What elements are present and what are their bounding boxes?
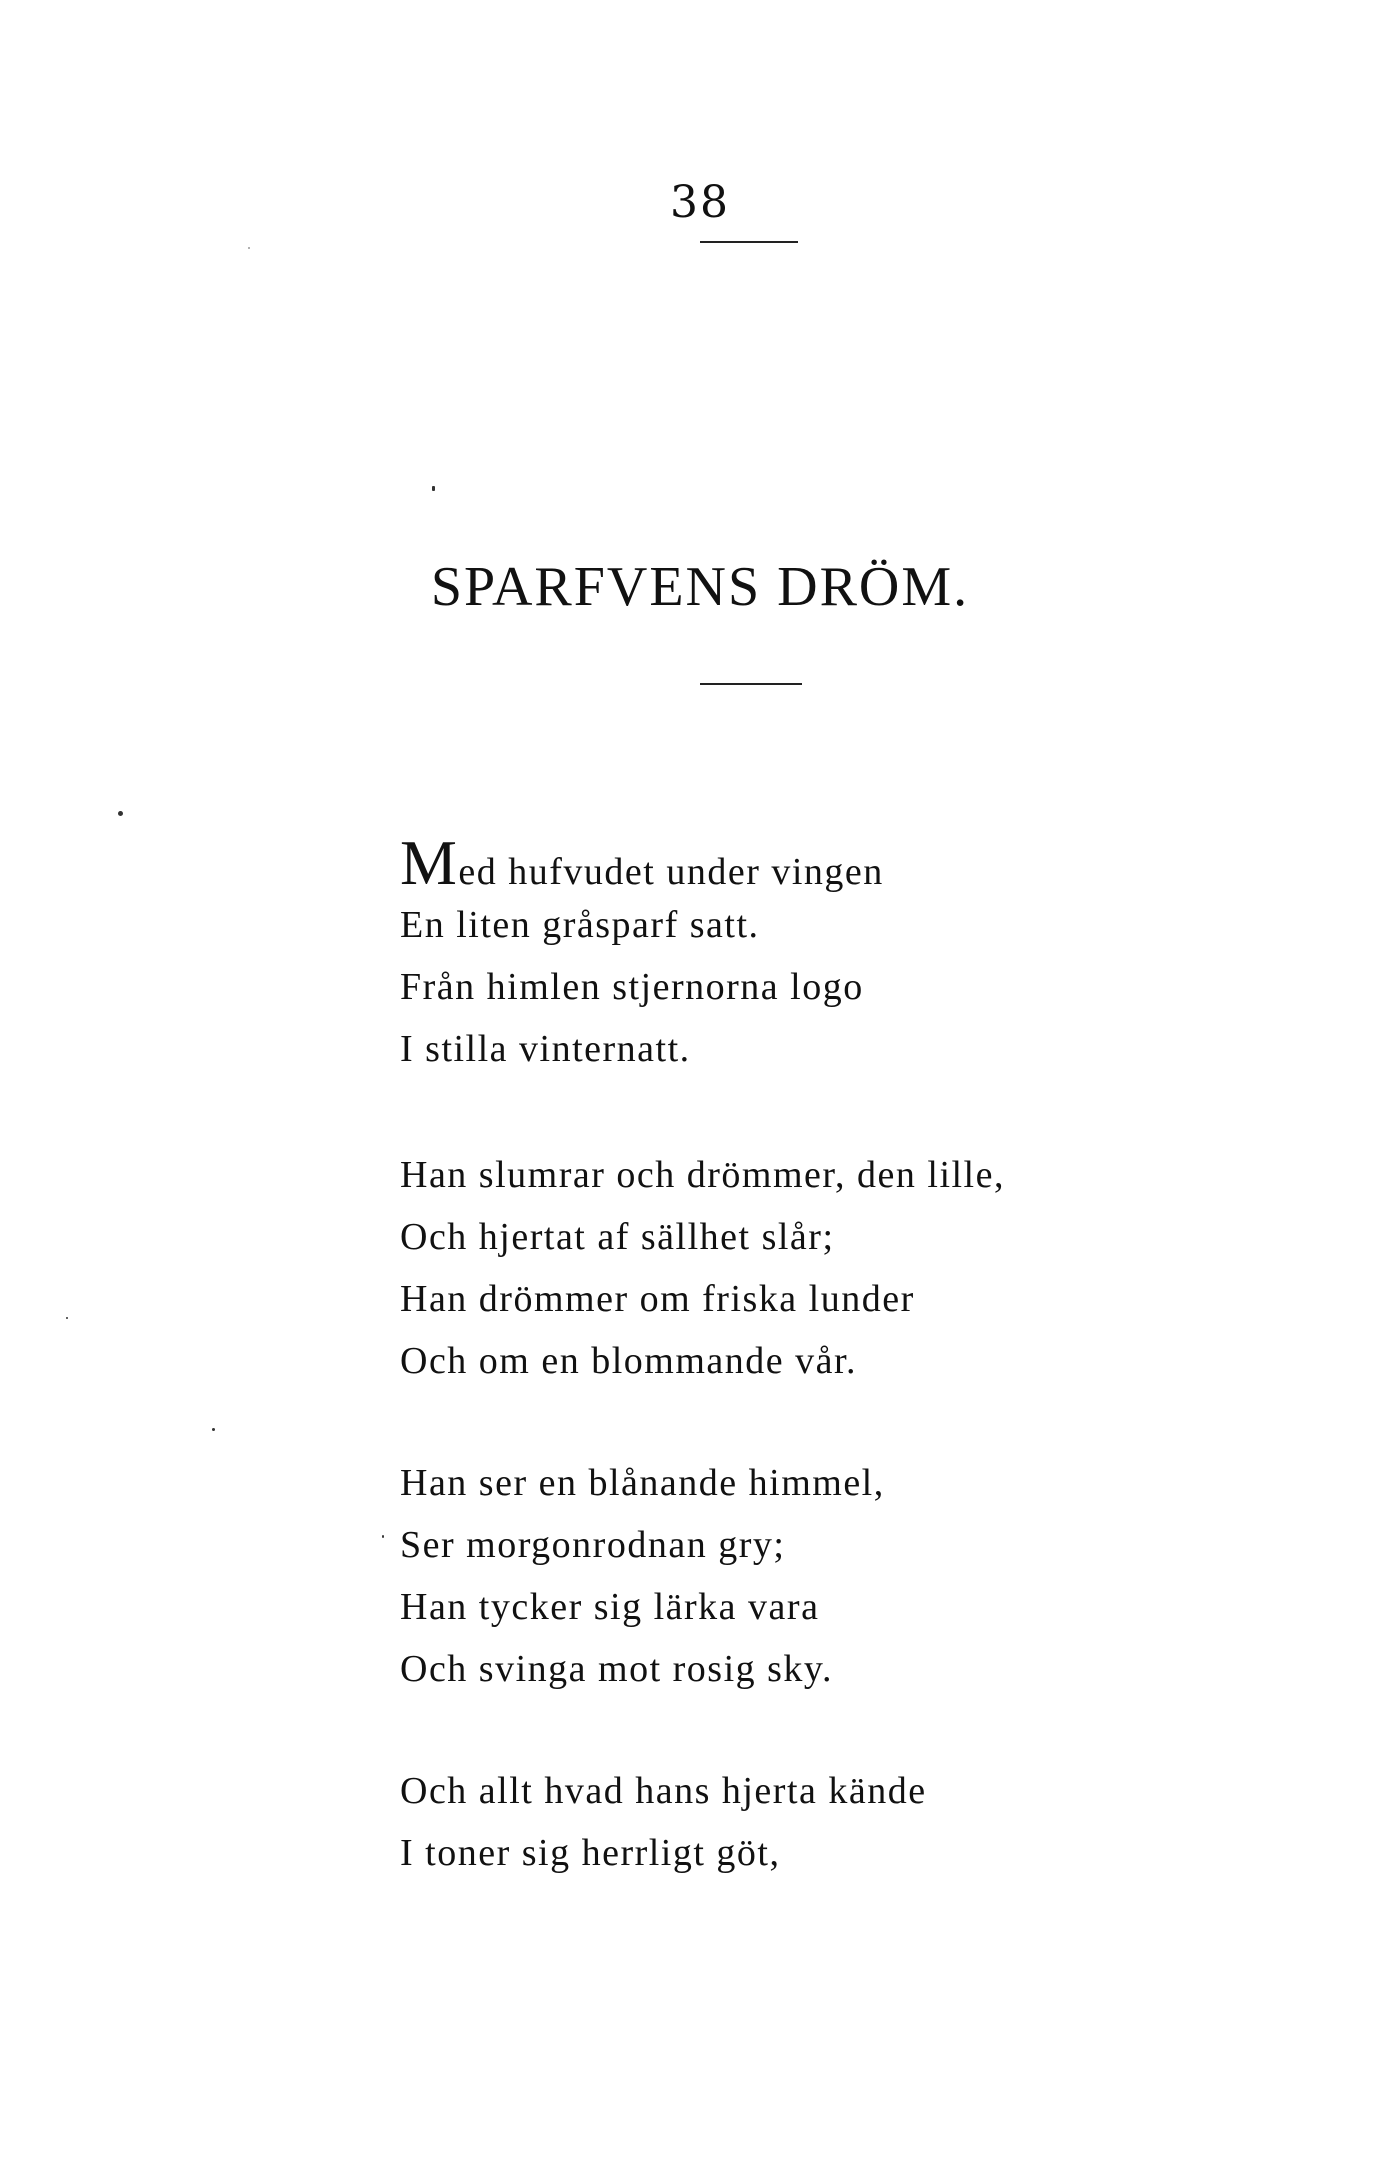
verse-line: Och svinga mot rosig sky. [400, 1648, 833, 1690]
stanza-4 [400, 1760, 1160, 1884]
poem-title: SPARFVENS DRÖM. [430, 556, 970, 618]
page-number-rule [700, 241, 798, 243]
verse-line: Ser morgonrodnan gry; [400, 1524, 786, 1566]
drop-cap-initial: M [400, 827, 459, 898]
ink-speck [118, 811, 123, 816]
ink-speck [248, 247, 250, 249]
verse-line: Han ser en blånande himmel, [400, 1462, 885, 1504]
verse-line: Han slumrar och drömmer, den lille, [400, 1154, 1005, 1196]
verse-line: Från himlen stjernorna logo [400, 966, 864, 1008]
ink-speck [432, 486, 435, 491]
stanza-2 [400, 1144, 1160, 1392]
verse-line [400, 827, 1160, 898]
verse-line: I toner sig herrligt göt, [400, 1832, 781, 1874]
ink-speck [212, 1428, 215, 1431]
stanza-1 [400, 827, 1160, 1080]
verse-line: Han tycker sig lärka vara [400, 1586, 820, 1628]
title-rule [700, 683, 802, 685]
first-line-text: ed hufvudet under vingen [458, 851, 884, 893]
verse-line: Och allt hvad hans hjerta kände [400, 1770, 927, 1812]
stanza-3 [400, 1452, 1160, 1700]
verse-line: En liten gråsparf satt. [400, 904, 760, 946]
verse-line: Och hjertat af sällhet slår; [400, 1216, 835, 1258]
page-number: 38 [670, 177, 730, 228]
ink-speck [66, 1317, 68, 1319]
verse-line: I stilla vinternatt. [400, 1028, 691, 1070]
verse-line: Han drömmer om friska lunder [400, 1278, 915, 1320]
verse-line: Och om en blommande vår. [400, 1340, 858, 1382]
ink-speck [382, 1535, 384, 1538]
